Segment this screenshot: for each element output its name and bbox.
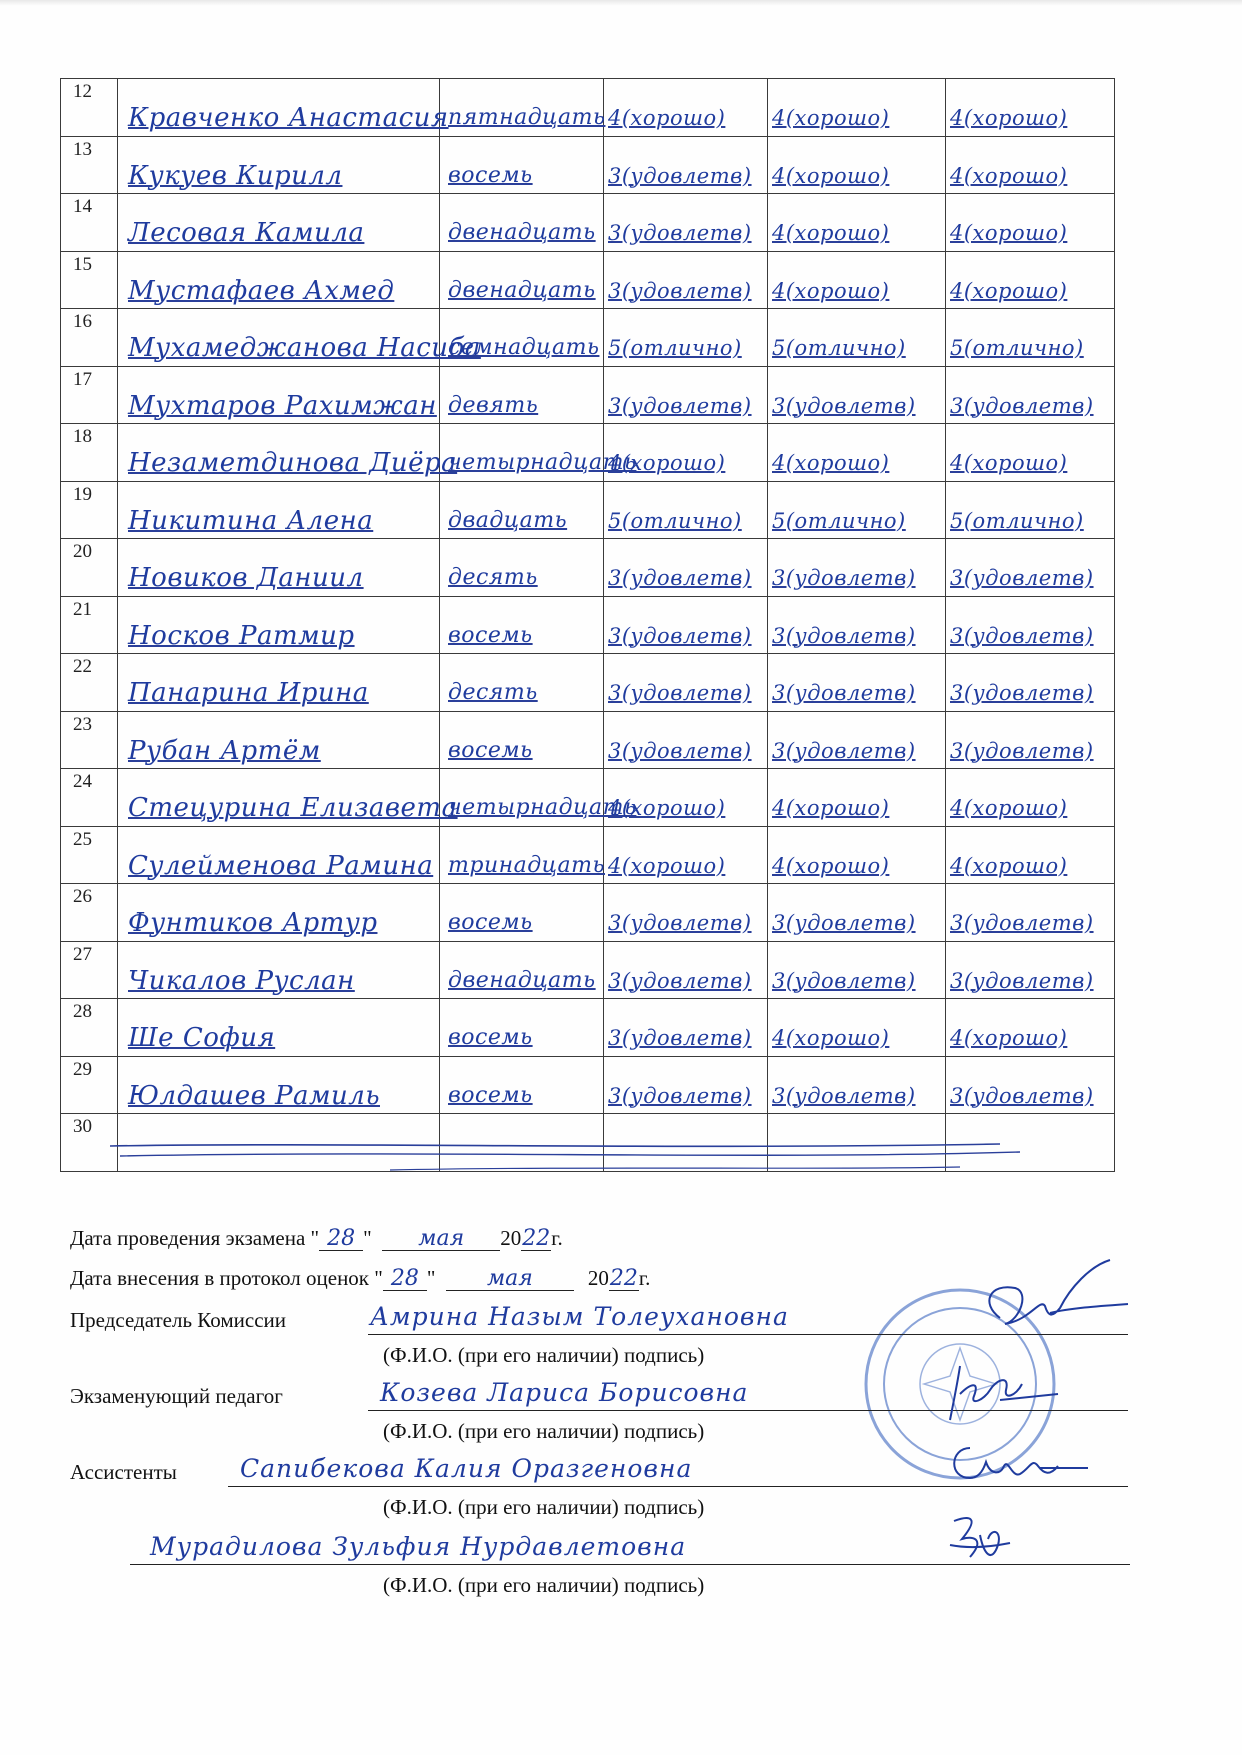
score-in-words-cell xyxy=(440,539,604,597)
score-in-words-cell xyxy=(440,481,604,539)
grade-1: 3(удовлетв) xyxy=(608,1026,752,1050)
grade-3: 4(хорошо) xyxy=(950,853,1068,878)
student-name: Фунтиков Артур xyxy=(128,908,378,938)
grade-3: 4(хорошо) xyxy=(950,221,1068,245)
grade-3-cell xyxy=(946,136,1115,194)
row-number-cell xyxy=(61,711,118,769)
score-in-words: восемь xyxy=(448,162,533,188)
score-in-words-cell xyxy=(440,366,604,424)
grade-3: 4(хорошо) xyxy=(950,278,1068,303)
row-number: 29 xyxy=(73,1058,92,1080)
assistant2-autograph xyxy=(940,1505,1020,1575)
row-number: 14 xyxy=(73,196,92,217)
student-name-cell xyxy=(118,884,440,942)
student-name: Чикалов Руслан xyxy=(128,965,355,996)
entry-date-line xyxy=(70,1266,650,1291)
grade-3: 3(удовлетв) xyxy=(950,1083,1094,1108)
row-number-cell xyxy=(61,481,118,539)
student-name-cell xyxy=(118,826,440,884)
score-in-words: четырнадцать xyxy=(448,450,637,475)
student-name: Новиков Даниил xyxy=(128,563,364,593)
row-number: 15 xyxy=(73,253,92,275)
row-number-cell xyxy=(61,826,118,884)
grade-3-cell xyxy=(946,309,1115,367)
grade-2: 4(хорошо) xyxy=(772,163,890,188)
score-in-words: пятнадцать xyxy=(448,105,606,130)
grade-3: 5(отлично) xyxy=(950,508,1084,533)
table-row xyxy=(61,366,1115,424)
grade-1-cell xyxy=(604,826,768,884)
score-in-words-cell xyxy=(440,1056,604,1114)
score-in-words: восемь xyxy=(448,737,533,763)
grade-3-cell xyxy=(946,251,1115,309)
grade-3: 3(удовлетв) xyxy=(950,968,1094,993)
score-in-words-cell xyxy=(440,79,604,137)
assistant2-caption: (Ф.И.О. (при его наличии) подпись) xyxy=(383,1573,705,1597)
grade-2-cell xyxy=(768,251,946,309)
student-name-cell xyxy=(118,1056,440,1114)
score-in-words: восемь xyxy=(448,1025,533,1050)
scan-edge xyxy=(0,0,1242,6)
student-name: Кукуев Кирилл xyxy=(128,160,343,191)
student-name-cell xyxy=(118,481,440,539)
grade-3-cell xyxy=(946,596,1115,654)
exam-date-month: мая xyxy=(382,1228,500,1251)
table-row xyxy=(61,481,1115,539)
row-number: 22 xyxy=(73,656,92,677)
entry-date-label: Дата внесения в протокол оценок " xyxy=(70,1266,383,1290)
student-name-cell xyxy=(118,366,440,424)
score-in-words-cell xyxy=(440,654,604,712)
row-number: 21 xyxy=(73,598,92,620)
row-number: 13 xyxy=(73,138,92,160)
assistants-label: Ассистенты xyxy=(70,1460,177,1484)
row-number-cell xyxy=(61,999,118,1057)
exam-date-year-unit: г. xyxy=(551,1226,563,1250)
grade-2-cell xyxy=(768,79,946,137)
grade-1-cell xyxy=(604,136,768,194)
grade-3: 3(удовлетв) xyxy=(950,738,1094,763)
student-name-cell xyxy=(118,999,440,1057)
grade-2-cell xyxy=(768,309,946,367)
grade-1-cell xyxy=(604,194,768,252)
score-in-words: восемь xyxy=(448,1082,533,1108)
exam-date-year-prefix: 20 xyxy=(500,1226,522,1250)
grades-table-body xyxy=(61,79,1115,1172)
grade-3-cell xyxy=(946,826,1115,884)
grade-3: 4(хорошо) xyxy=(950,1026,1068,1050)
exam-date-quote: " xyxy=(363,1226,383,1250)
row-number-cell xyxy=(61,136,118,194)
row-number-cell xyxy=(61,251,118,309)
score-in-words: двадцать xyxy=(448,507,568,533)
examiner-autograph xyxy=(940,1360,1060,1430)
grade-1-cell xyxy=(604,539,768,597)
grade-1-cell xyxy=(604,711,768,769)
grade-1: 3(удовлетв) xyxy=(608,968,752,993)
grades-table xyxy=(60,78,1115,1172)
grade-1-cell xyxy=(604,366,768,424)
score-in-words: девять xyxy=(448,392,539,418)
grade-2-cell xyxy=(768,941,946,999)
table-row xyxy=(61,79,1115,137)
row-number: 25 xyxy=(73,828,92,850)
grade-2-cell xyxy=(768,424,946,482)
table-row xyxy=(61,309,1115,367)
score-in-words-cell xyxy=(440,999,604,1057)
score-in-words-cell xyxy=(440,136,604,194)
row-number-cell xyxy=(61,539,118,597)
grade-2-cell xyxy=(768,366,946,424)
table-row xyxy=(61,654,1115,712)
grade-3: 4(хорошо) xyxy=(950,796,1068,820)
chair-name: Амрина Назым Толеухановна xyxy=(370,1302,789,1331)
student-name-cell xyxy=(118,194,440,252)
grade-2: 5(отлично) xyxy=(772,336,906,360)
grade-3: 5(отлично) xyxy=(950,336,1084,360)
examiner-label: Экзаменующий педагог xyxy=(70,1384,283,1408)
grade-2-cell xyxy=(768,769,946,827)
row-number-cell xyxy=(61,309,118,367)
table-row xyxy=(61,884,1115,942)
grade-2: 3(удовлетв) xyxy=(772,1083,916,1108)
student-name: Юлдашев Рамиль xyxy=(128,1080,380,1111)
examiner-caption: (Ф.И.О. (при его наличии) подпись) xyxy=(383,1419,705,1443)
assistant2-name: Мурадилова Зульфия Нурдавлетовна xyxy=(150,1532,687,1561)
score-in-words-cell xyxy=(440,769,637,827)
table-row xyxy=(61,999,1115,1057)
grade-3-cell xyxy=(946,424,1115,482)
grade-3-cell xyxy=(946,79,1115,137)
score-in-words-cell xyxy=(440,424,637,482)
grade-2-cell xyxy=(768,136,946,194)
row-number: 16 xyxy=(73,311,92,332)
chair-caption: (Ф.И.О. (при его наличии) подпись) xyxy=(383,1343,705,1367)
grade-2-cell xyxy=(768,194,946,252)
entry-date-year-prefix: 20 xyxy=(587,1266,609,1290)
grade-1: 4(хорошо) xyxy=(608,451,726,475)
student-name-cell xyxy=(118,79,449,137)
grade-3: 3(удовлетв) xyxy=(950,911,1094,935)
grade-3-cell xyxy=(946,999,1115,1057)
exam-date-year-suffix: 22 xyxy=(522,1226,551,1251)
grade-3: 3(удовлетв) xyxy=(950,393,1094,418)
grade-2-cell xyxy=(768,539,946,597)
grade-1: 3(удовлетв) xyxy=(608,221,752,245)
table-row xyxy=(61,424,1115,482)
grade-1: 3(удовлетв) xyxy=(608,681,752,705)
grade-2: 4(хорошо) xyxy=(772,221,890,245)
student-name-cell xyxy=(118,251,440,309)
score-in-words: двенадцать xyxy=(448,277,596,303)
table-row xyxy=(61,539,1115,597)
student-name: Мустафаев Ахмед xyxy=(128,275,395,306)
student-name-cell xyxy=(118,711,440,769)
student-name-cell xyxy=(118,654,440,712)
grade-2-cell xyxy=(768,826,946,884)
student-name: Сулейменова Рамина xyxy=(128,850,434,881)
score-in-words: двенадцать xyxy=(448,220,596,245)
grade-1: 3(удовлетв) xyxy=(608,1083,752,1108)
grade-2-cell xyxy=(768,884,946,942)
grade-2-cell xyxy=(768,999,946,1057)
table-row xyxy=(61,596,1115,654)
grade-3: 4(хорошо) xyxy=(950,451,1068,475)
grade-1: 3(удовлетв) xyxy=(608,623,752,648)
student-name: Мухтаров Рахимжан xyxy=(128,390,437,421)
score-in-words-cell xyxy=(440,251,604,309)
grade-1: 3(удовлетв) xyxy=(608,393,752,418)
row-number: 17 xyxy=(73,368,92,390)
table-row xyxy=(61,136,1115,194)
grade-2: 4(хорошо) xyxy=(772,278,890,303)
grade-1-cell xyxy=(604,481,768,539)
grade-1-cell xyxy=(604,999,768,1057)
grade-1-cell xyxy=(604,309,768,367)
student-name: Кравченко Анастасия xyxy=(128,103,449,133)
grade-2-cell xyxy=(768,711,946,769)
row-number: 20 xyxy=(73,541,92,562)
grade-1-cell xyxy=(604,941,768,999)
grade-2: 3(удовлетв) xyxy=(772,566,916,590)
grade-2: 3(удовлетв) xyxy=(772,911,916,935)
row-number: 30 xyxy=(73,1116,92,1137)
row-number: 19 xyxy=(73,483,92,505)
grade-1-cell xyxy=(604,596,768,654)
grade-3-cell xyxy=(946,769,1115,827)
grade-3-cell xyxy=(946,884,1115,942)
row-number: 27 xyxy=(73,943,92,965)
grade-1: 4(хорошо) xyxy=(608,796,726,820)
row-number-cell xyxy=(61,366,118,424)
student-name: Стецурина Елизавета xyxy=(128,793,458,823)
row-number: 26 xyxy=(73,886,92,907)
row-number: 18 xyxy=(73,426,92,447)
chair-label: Председатель Комиссии xyxy=(70,1308,286,1332)
table-row xyxy=(61,711,1115,769)
grade-3-cell xyxy=(946,711,1115,769)
grade-2-cell xyxy=(768,481,946,539)
grade-2: 4(хорошо) xyxy=(772,106,890,130)
student-name: Рубан Артём xyxy=(128,735,321,766)
student-name: Панарина Ирина xyxy=(128,678,369,708)
grade-2-cell xyxy=(768,654,946,712)
score-in-words: четырнадцать xyxy=(448,795,637,820)
row-number-cell xyxy=(61,79,118,137)
grade-1-cell xyxy=(604,769,768,827)
table-row xyxy=(61,194,1115,252)
student-name: Незаметдинова Диёра xyxy=(128,448,458,478)
entry-date-year-suffix: 22 xyxy=(609,1266,638,1291)
score-in-words: десять xyxy=(448,680,538,705)
exam-date-label: Дата проведения экзамена " xyxy=(70,1226,320,1250)
grade-3: 3(удовлетв) xyxy=(950,566,1094,590)
row-number-cell xyxy=(61,654,118,712)
row-number-cell xyxy=(61,1056,118,1114)
grade-2-cell xyxy=(768,1056,946,1114)
table-row xyxy=(61,1056,1115,1114)
grade-1: 3(удовлетв) xyxy=(608,163,752,188)
grade-2: 4(хорошо) xyxy=(772,1026,890,1050)
grade-3: 3(удовлетв) xyxy=(950,623,1094,648)
examiner-name: Козева Лариса Борисовна xyxy=(380,1378,749,1407)
grade-3-cell xyxy=(946,539,1115,597)
grade-3-cell xyxy=(946,1056,1115,1114)
grade-1-cell xyxy=(604,654,768,712)
table-row xyxy=(61,941,1115,999)
student-name-cell xyxy=(118,539,440,597)
score-in-words-cell xyxy=(440,596,604,654)
assistant1-caption: (Ф.И.О. (при его наличии) подпись) xyxy=(383,1495,705,1519)
assistant1-autograph xyxy=(940,1428,1090,1498)
grade-3-cell xyxy=(946,366,1115,424)
table-row xyxy=(61,251,1115,309)
student-name-cell xyxy=(118,596,440,654)
grade-3-cell xyxy=(946,481,1115,539)
student-name: Никитина Алена xyxy=(128,505,374,536)
student-name-cell xyxy=(118,309,481,367)
score-in-words: двенадцать xyxy=(448,967,596,993)
row-30-strike-lines xyxy=(60,1140,1070,1180)
exam-date-day: 28 xyxy=(319,1228,363,1251)
row-number-cell xyxy=(61,769,118,827)
score-in-words: тринадцать xyxy=(448,852,605,878)
table-row xyxy=(61,826,1115,884)
score-in-words-cell xyxy=(440,884,604,942)
grade-2: 3(удовлетв) xyxy=(772,623,916,648)
score-in-words: восемь xyxy=(448,622,533,648)
grade-2: 4(хорошо) xyxy=(772,451,890,475)
row-number-cell xyxy=(61,941,118,999)
grade-2: 5(отлично) xyxy=(772,508,906,533)
grade-3-cell xyxy=(946,194,1115,252)
grade-3: 4(хорошо) xyxy=(950,106,1068,130)
grade-3: 3(удовлетв) xyxy=(950,681,1094,705)
grade-1-cell xyxy=(604,1056,768,1114)
student-name: Лесовая Камила xyxy=(128,218,365,248)
grade-1-cell xyxy=(604,251,768,309)
score-in-words: семнадцать xyxy=(448,335,600,360)
student-name: Мухамеджанова Насиба xyxy=(128,333,481,363)
chair-autograph xyxy=(960,1258,1130,1348)
student-name: Ше София xyxy=(128,1023,276,1053)
row-number-cell xyxy=(61,884,118,942)
entry-date-quote: " xyxy=(426,1266,446,1290)
exam-date-line xyxy=(70,1226,563,1251)
grade-2: 4(хорошо) xyxy=(772,796,890,820)
score-in-words-cell xyxy=(440,941,604,999)
grade-2: 3(удовлетв) xyxy=(772,393,916,418)
student-name-cell xyxy=(118,424,458,482)
entry-date-year-unit: г. xyxy=(638,1266,651,1290)
grade-1-cell xyxy=(604,884,768,942)
grade-3-cell xyxy=(946,941,1115,999)
grade-1-cell xyxy=(604,424,768,482)
row-number: 28 xyxy=(73,1001,92,1022)
score-in-words-cell xyxy=(440,711,604,769)
score-in-words-cell xyxy=(440,826,604,884)
student-name-cell xyxy=(118,136,440,194)
grade-2: 3(удовлетв) xyxy=(772,681,916,705)
student-name-cell xyxy=(118,941,440,999)
grade-2-cell xyxy=(768,596,946,654)
entry-date-month: мая xyxy=(446,1268,574,1291)
assistant1-name: Сапибекова Калия Оразгеновна xyxy=(240,1454,693,1483)
grade-2: 3(удовлетв) xyxy=(772,968,916,993)
grade-1: 4(хорошо) xyxy=(608,106,726,130)
student-name-cell xyxy=(118,769,458,827)
table-row xyxy=(61,769,1115,827)
score-in-words-cell xyxy=(440,194,604,252)
grade-1-cell xyxy=(604,79,768,137)
student-name: Носков Ратмир xyxy=(128,620,355,651)
grade-1: 3(удовлетв) xyxy=(608,566,752,590)
grade-1: 3(удовлетв) xyxy=(608,278,752,303)
grade-1: 5(отлично) xyxy=(608,336,742,360)
grade-3-cell xyxy=(946,654,1115,712)
row-number: 12 xyxy=(73,81,92,102)
grade-1: 5(отлично) xyxy=(608,508,742,533)
grade-1: 4(хорошо) xyxy=(608,853,726,878)
entry-date-day: 28 xyxy=(383,1268,427,1291)
score-in-words: десять xyxy=(448,565,538,590)
grade-2: 4(хорошо) xyxy=(772,853,890,878)
grade-1: 3(удовлетв) xyxy=(608,911,752,935)
grade-1: 3(удовлетв) xyxy=(608,738,752,763)
score-in-words-cell xyxy=(440,309,604,367)
score-in-words: восемь xyxy=(448,910,533,935)
row-number-cell xyxy=(61,194,118,252)
grade-3: 4(хорошо) xyxy=(950,163,1068,188)
grade-2: 3(удовлетв) xyxy=(772,738,916,763)
row-number-cell xyxy=(61,424,118,482)
row-number-cell xyxy=(61,596,118,654)
row-number: 23 xyxy=(73,713,92,735)
row-number: 24 xyxy=(73,771,92,792)
